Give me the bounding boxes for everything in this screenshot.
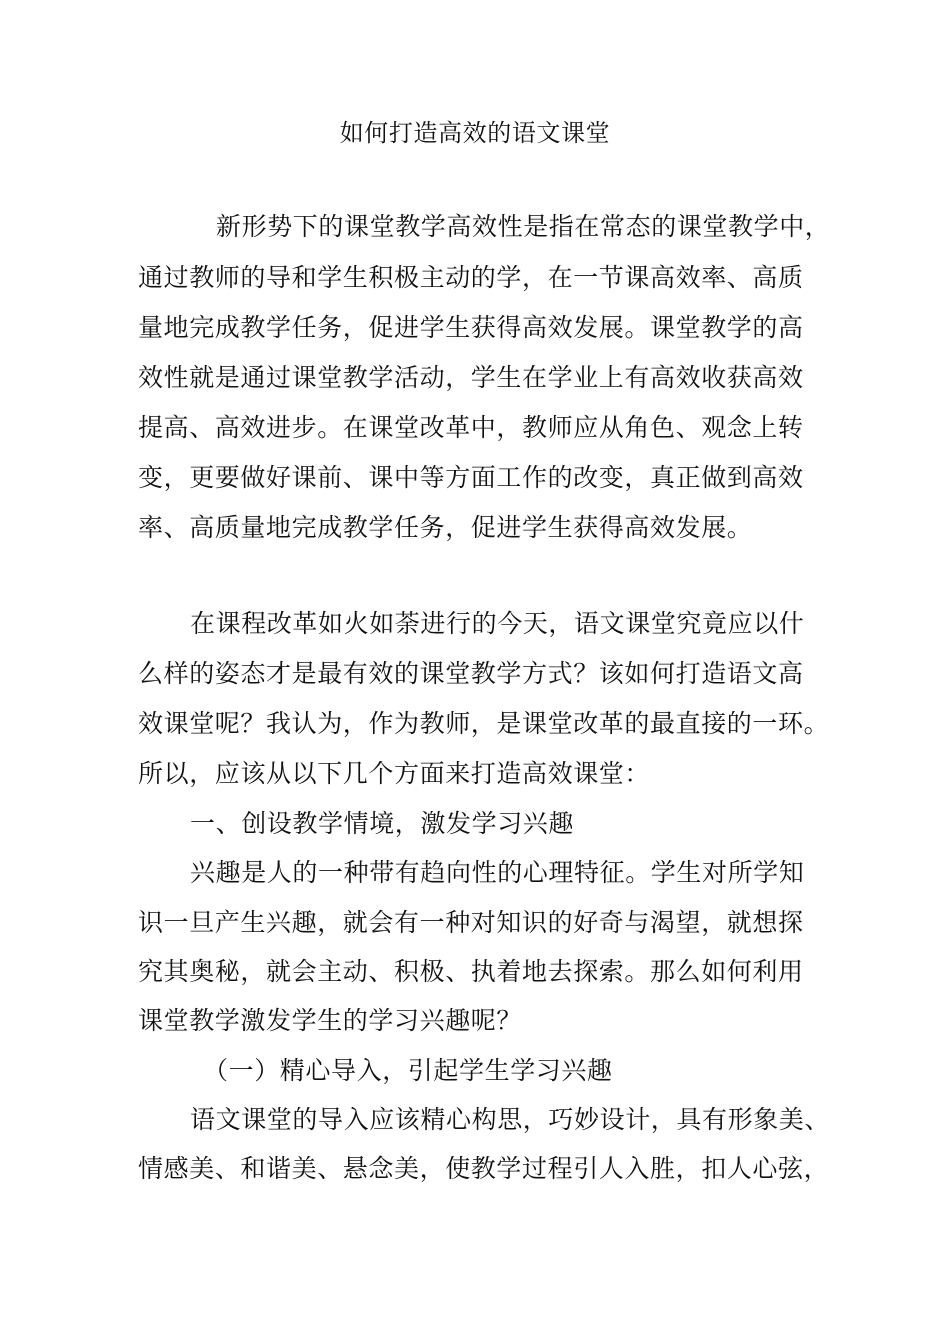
paragraph-line: 效性就是通过课堂教学活动，学生在学业上有高效收获高效 — [138, 363, 804, 392]
paragraph-line: 量地完成教学任务，促进学生获得高效发展。课堂教学的高 — [138, 313, 804, 342]
paragraph-line: 在课程改革如火如荼进行的今天，语文课堂究竟应以什 — [190, 609, 805, 638]
paragraph-line: 通过教师的导和学生积极主动的学，在一节课高效率、高质 — [138, 263, 804, 292]
paragraph-line: 兴趣是人的一种带有趋向性的心理特征。学生对所学知 — [190, 858, 805, 887]
paragraph-line: 情感美、和谐美、悬念美，使教学过程引人入胜，扣人心弦， — [138, 1154, 830, 1183]
section-heading: 一、创设教学情境，激发学习兴趣 — [190, 809, 575, 838]
paragraph-line: 么样的姿态才是最有效的课堂教学方式？该如何打造语文高 — [138, 659, 804, 688]
paragraph-line: 效课堂呢？我认为，作为教师，是课堂改革的最直接的一环。 — [138, 709, 830, 738]
paragraph-line: 识一旦产生兴趣，就会有一种对知识的好奇与渴望，就想探 — [138, 908, 804, 937]
paragraph-line: 究其奥秘，就会主动、积极、执着地去探索。那么如何利用 — [138, 957, 804, 986]
subsection-heading: （一）精心导入，引起学生学习兴趣 — [203, 1056, 613, 1085]
paragraph-line: 变，更要做好课前、课中等方面工作的改变，真正做到高效 — [138, 463, 804, 492]
paragraph-line: 率、高质量地完成教学任务，促进学生获得高效发展。 — [138, 513, 753, 542]
document-title: 如何打造高效的语文课堂 — [339, 119, 611, 147]
paragraph-line: 语文课堂的导入应该精心构思，巧妙设计，具有形象美、 — [190, 1105, 831, 1134]
paragraph-line: 课堂教学激发学生的学习兴趣呢？ — [138, 1006, 523, 1035]
paragraph-line: 提高、高效进步。在课堂改革中，教师应从角色、观念上转 — [138, 413, 804, 442]
paragraph-line: 所以，应该从以下几个方面来打造高效课堂： — [138, 759, 651, 788]
paragraph-line: 新形势下的课堂教学高效性是指在常态的课堂教学中， — [216, 212, 831, 241]
